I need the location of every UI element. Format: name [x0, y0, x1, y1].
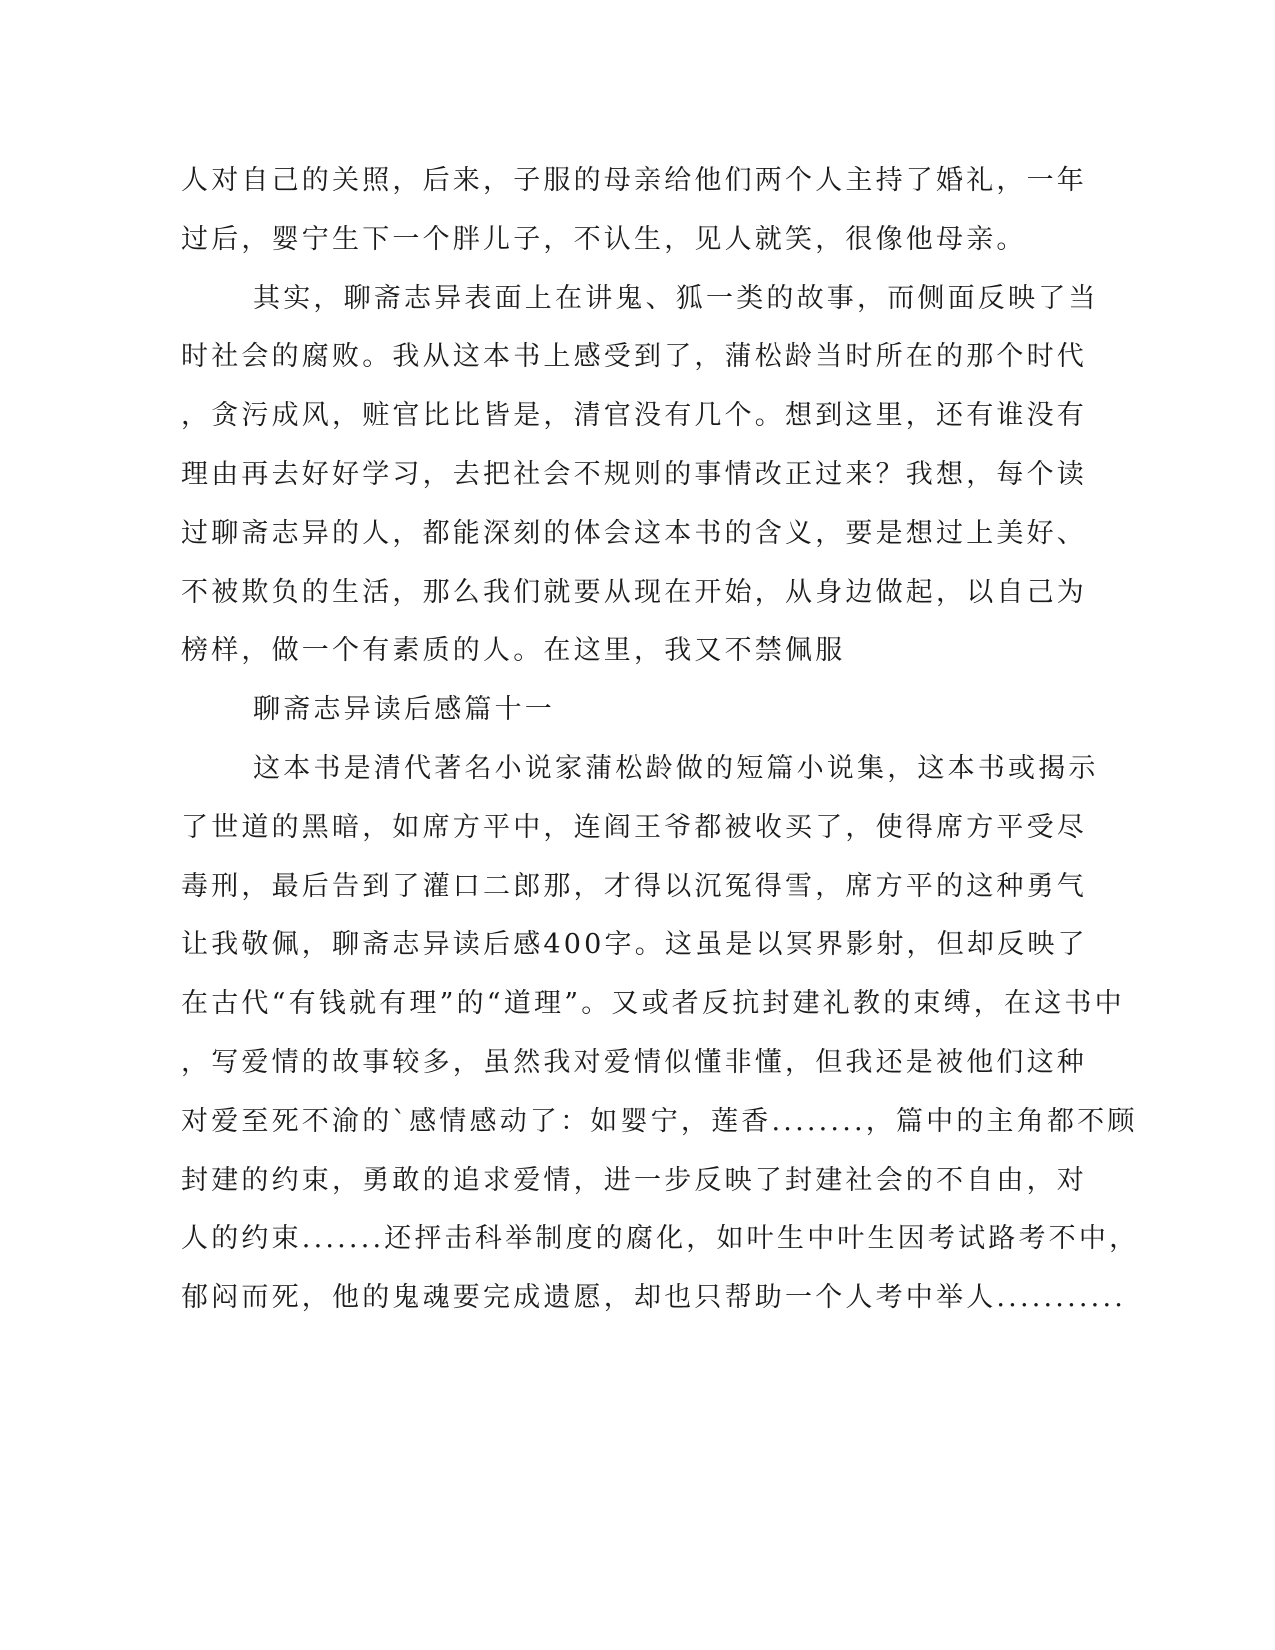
text-line: ，写爱情的故事较多，虽然我对爱情似懂非懂，但我还是被他们这种 — [181, 1046, 1087, 1078]
text-line: 郁闷而死，他的鬼魂要完成遗愿，却也只帮助一个人考中举人........... — [181, 1282, 1127, 1314]
paragraph-start-line: 其实，聊斋志异表面上在讲鬼、狐一类的故事，而侧面反映了当 — [253, 282, 1099, 314]
text-line: 对爱至死不渝的`感情感动了：如婴宁，莲香........，篇中的主角都不顾 — [181, 1105, 1138, 1137]
text-line: 不被欺负的生活，那么我们就要从现在开始，从身边做起，以自己为 — [181, 576, 1087, 608]
text-line: 时社会的腐败。我从这本书上感受到了，蒲松龄当时所在的那个时代 — [181, 341, 1087, 373]
section-heading: 聊斋志异读后感篇十一 — [253, 694, 555, 726]
text-line: 人的约束.......还抨击科举制度的腐化，如叶生中叶生因考试路考不中， — [181, 1223, 1140, 1255]
text-line: ，贪污成风，赃官比比皆是，清官没有几个。想到这里，还有谁没有 — [181, 400, 1087, 432]
text-line: 理由再去好好学习，去把社会不规则的事情改正过来？我想，每个读 — [181, 458, 1087, 490]
text-line: 封建的约束，勇敢的追求爱情，进一步反映了封建社会的不自由，对 — [181, 1164, 1087, 1196]
text-line: 过后，婴宁生下一个胖儿子，不认生，见人就笑，很像他母亲。 — [181, 223, 1027, 255]
text-line: 过聊斋志异的人，都能深刻的体会这本书的含义，要是想过上美好、 — [181, 517, 1087, 549]
paragraph-start-line: 这本书是清代著名小说家蒲松龄做的短篇小说集，这本书或揭示 — [253, 752, 1099, 784]
text-line: 在古代“有钱就有理”的“道理”。又或者反抗封建礼教的束缚，在这书中 — [181, 988, 1125, 1020]
text-line: 人对自己的关照，后来，子服的母亲给他们两个人主持了婚礼，一年 — [181, 165, 1087, 196]
text-line: 毒刑，最后告到了灌口二郎那，才得以沉冤得雪，席方平的这种勇气 — [181, 870, 1087, 902]
document-body — [181, 152, 1140, 1328]
text-line: 榜样，做一个有素质的人。在这里，我又不禁佩服 — [181, 635, 846, 667]
text-line: 让我敬佩，聊斋志异读后感400字。这虽是以冥界影射，但却反映了 — [181, 929, 1088, 961]
text-line: 了世道的黑暗，如席方平中，连阎王爷都被收买了，使得席方平受尽 — [181, 811, 1087, 843]
